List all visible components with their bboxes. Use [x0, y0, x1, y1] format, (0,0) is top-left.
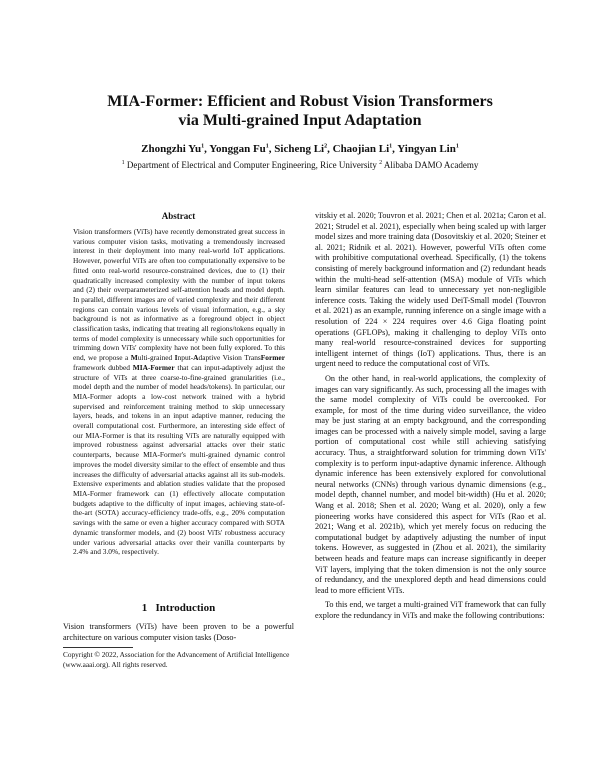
affiliations [0, 160, 600, 170]
author-name: Yingyan Lin [397, 143, 456, 155]
author-list: Zhongzhi Yu$^1$, Yonggan Fu$^1$, Sicheng Li$^2$, Chaojian Li$^1$, Yingyan Lin$^1$ [141, 143, 459, 155]
author-name: Zhongzhi Yu [141, 143, 202, 155]
author-name: Yonggan Fu [209, 143, 266, 155]
author-affiliation-mark: 2 [324, 143, 328, 150]
intro-paragraph-2: On the other hand, in real-world applications, the complexity of images can vary significantly. As such, processing all the images with the same model complexity of ViTs could be overcooked. For example, for most of the time during video surveillance, the video may be just staring at an empty background, and the corresponding images can be processed with a naively simple model, saving a large portion of computational cost while still achieving satisfying accuracy. Thus, a straightforward solution for trimming down ViTs' complexity is to perform input-adaptive dynamic inference. Although dynamic inference has been extensively explored for convolutional neural networks (CNNs) through various dynamic dimensions (e.g., model depth, channel number, and model bit-width) (Hu et al. 2020; Wang et al. 2018; Shen et al. 2020; Wang et al. 2020), only a few pioneering works have considered this aspect for ViTs (Rao et al. 2021; Wang et al. 2021b), which yet merely focus on reducing the computational budget by adaptively adjusting the number of input tokens. However, as suggested in (Zhou et al. 2021), the similarity between heads and feature maps can increase significantly in deeper ViT layers, implying that the token dimension is not the only source of redundancy, and the unexplored depth and head dimensions could lead to more efficient ViTs. [315, 373, 546, 595]
affiliation-1: Department of Electrical and Computer Engineering, Rice University [124, 160, 380, 170]
affiliation-mark: 2 [379, 160, 383, 166]
author-affiliation-mark: 1 [201, 143, 205, 150]
author-affiliation-mark: 1 [389, 143, 393, 150]
author-affiliation-mark: 1 [265, 143, 269, 150]
affiliation-2: Alibaba DAMO Academy [382, 160, 479, 170]
introduction-left-text: Vision transformers (ViTs) have been proven to be a powerful architecture on various computer vision tasks (Doso- [63, 622, 294, 642]
abstract-body: Vision transformers (ViTs) have recently demonstrated great success in various computer vision tasks, motivating a tremendously increased interest in their deployment into many real-world IoT applications. However, powerful ViTs are often too computationally expensive to be fitted onto real-world resource-constrained devices, due to (1) their quadratically increased complexity with the number of input tokens and (2) their overparameterized self-attention heads and model depth. In parallel, different images are of varied complexity and their different regions can contain various levels of visual information, e.g., a sky background is not as informative as a foreground object in object classification tasks, indicating that treating all regions/tokens equally in terms of model complexity is unnecessary while such opportunities for trimming down ViTs' complexity have not been fully explored. To this end, we propose a Multi-grained Input-Adaptive Vision TransFormer framework dubbed MIA-Former that can input-adaptively adjust the structure of ViTs at three coarse-to-fine-grained granularities (i.e., model depth and the number of model heads/tokens). In particular, our MIA-Former adopts a low-cost network trained with a hybrid supervised and reinforcement training method to skip unnecessary layers, heads, and tokens in an input adaptive manner, reducing the overall computational cost. Furthermore, an interesting side effect of our MIA-Former is that its resulting ViTs are naturally equipped with improved robustness against adversarial attacks over their static counterparts, because MIA-Former's multi-grained dynamic control improves the model diversity similar to the effect of ensemble and thus increases the difficulty of adversarial attacks against all its sub-models. Extensive experiments and ablation studies validate that the proposed MIA-Former framework can (1) effectively allocate computation budgets adaptive to the difficulty of input images, achieving state-of-the-art (SOTA) accuracy-efficiency trade-offs, e.g., 20% computation savings with the same or even a higher accuracy compared with SOTA dynamic transformer models, and (2) boost ViTs' robustness accuracy under various adversarial attacks over their vanilla counterparts by 2.4% and 3.0%, respectively. [73, 227, 285, 557]
right-column [315, 211, 546, 626]
title-line-1: MIA-Former: Efficient and Robust Vision Transformers [107, 93, 493, 110]
section-number: 1 [141, 602, 148, 614]
intro-paragraph-3: To this end, we target a multi-grained ViT framework that can fully explore the redundancy in ViTs and make the following contributions: [315, 600, 546, 620]
intro-paragraph-1: vitskiy et al. 2020; Touvron et al. 2021; Chen et al. 2021a; Caron et al. 2021; Strudel et al. 2021), especially when being scaled up with larger model sizes and more training data (Dosovitskiy et al. 2020; Steiner et al. 2021; Ridnik et al. 2021). However, powerful ViTs often come with prohibitive computational overhead. Specifically, (1) the tokens consisting of merely background information and (2) redundant heads within the multi-head self-attention (MSA) module of ViTs which learn similar features can lead to unnecessary yet non-negligible inference costs. Taking the widely used DeiT-Small model (Touvron et al. 2021) as an example, running inference on a single image with a resolution of 224 × 224 requires over 4.6 Giga floating point operations (GFLOPs), making it challenging to deploy ViTs onto many real-world resource-constrained devices for supporting intelligent internet of things (IoT) applications. Thus, there is an urgent need to reduce the computational cost of ViTs. [315, 211, 546, 369]
copyright-notice: Copyright © 2022, Association for the Advancement of Artificial Intelligence (www.aaai.org). All rights reserved. [63, 650, 290, 669]
title-line-2: via Multi-grained Input Adaptation [178, 112, 422, 129]
footnote-divider [63, 647, 133, 648]
affiliation-mark: 1 [121, 160, 125, 166]
abstract-heading: Abstract [161, 211, 196, 221]
author-name: Sicheng Li [274, 143, 325, 155]
section-heading-introduction [63, 602, 294, 614]
paper-title [0, 92, 600, 130]
section-title: Introduction [155, 602, 216, 614]
author-name: Chaojian Li [332, 143, 390, 155]
author-affiliation-mark: 1 [455, 143, 459, 150]
